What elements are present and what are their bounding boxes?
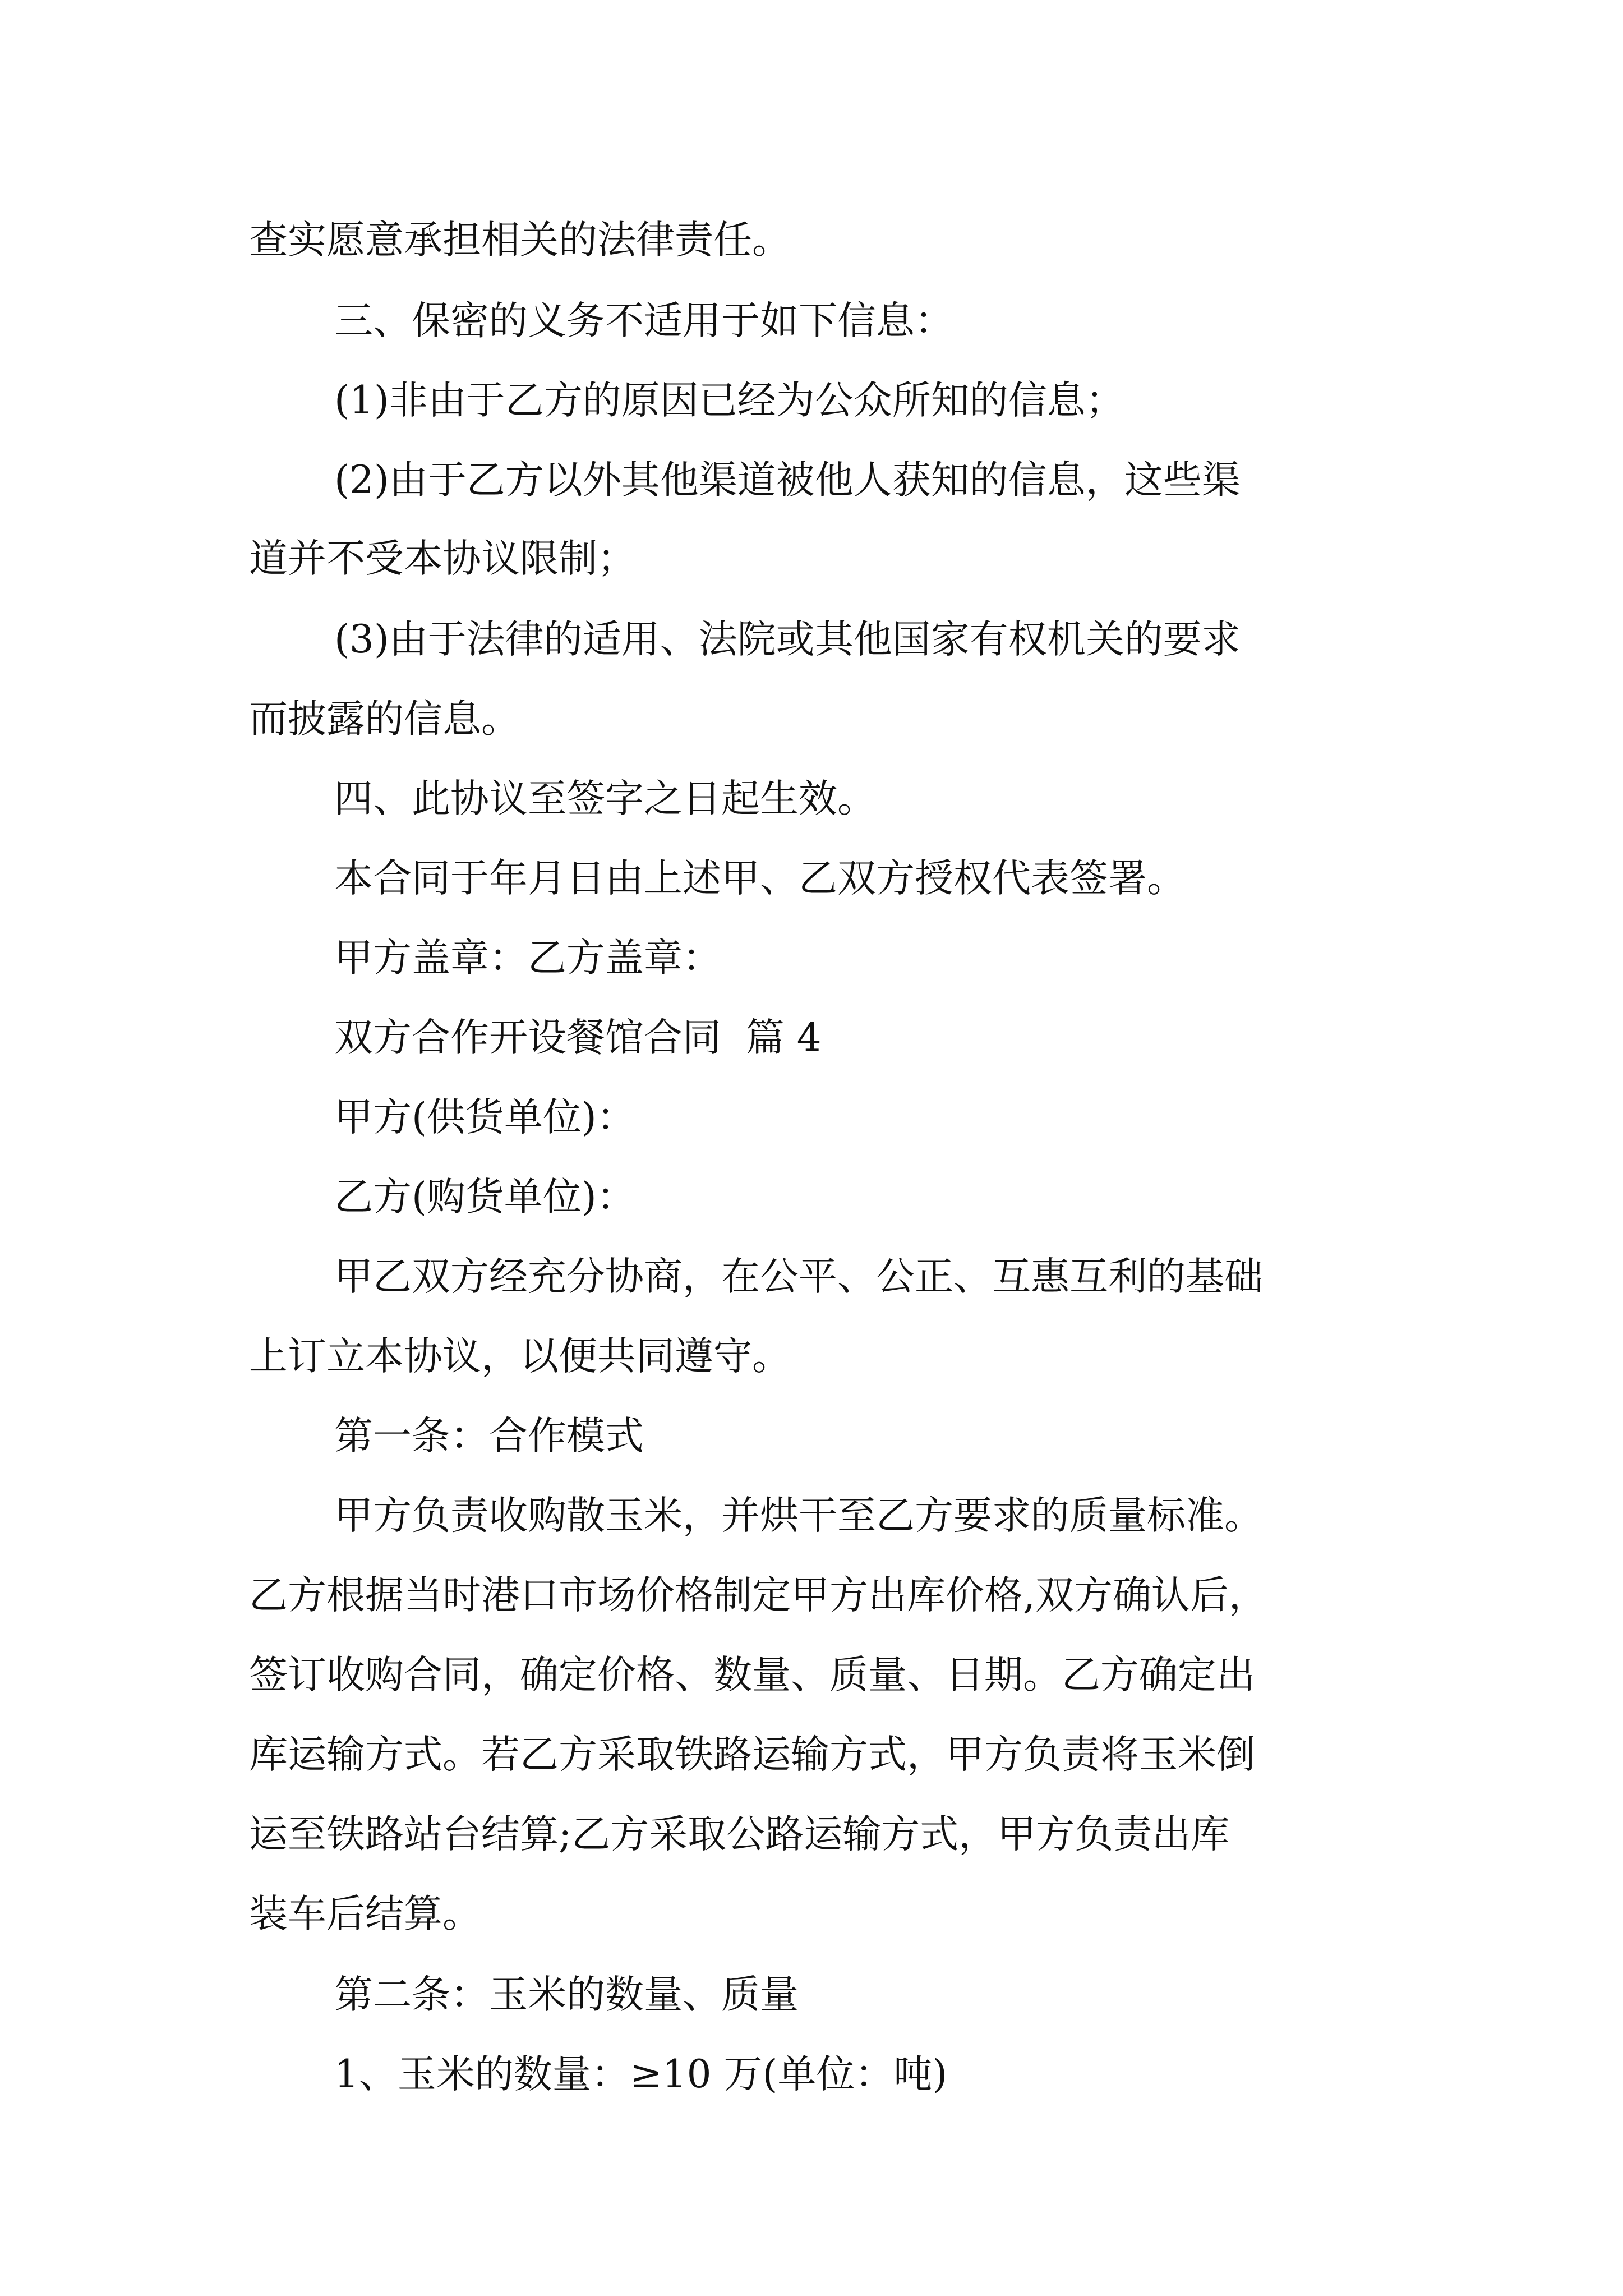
text-line: 本合同于年月日由上述甲、乙双方授权代表签署。 [334, 856, 1186, 901]
text-line: 甲乙双方经充分协商，在公平、公正、互惠互利的基础 [334, 1254, 1263, 1299]
text-line: 上订立本协议，以便共同遵守。 [249, 1334, 791, 1379]
text-line: (1)非由于乙方的原因已经为公众所知的信息； [334, 378, 1124, 423]
text-line: 1、玉米的数量：≥10 万(单位：吨) [334, 2052, 948, 2097]
text-line: 查实愿意承担相关的法律责任。 [249, 218, 791, 263]
text-line: 乙方根据当时港口市场价格制定甲方出库价格,双方确认后， [249, 1573, 1267, 1618]
text-line: (2)由于乙方以外其他渠道被他人获知的信息，这些渠 [334, 458, 1241, 503]
text-line: 三、保密的义务不适用于如下信息： [334, 298, 953, 343]
text-line: 四、此协议至签字之日起生效。 [334, 776, 876, 821]
text-line: 装车后结算。 [249, 1892, 481, 1936]
text-line: 签订收购合同，确定价格、数量、质量、日期。乙方确定出 [249, 1653, 1255, 1697]
text-line: 运至铁路站台结算;乙方采取公路运输方式，甲方负责出库 [249, 1812, 1230, 1857]
text-line: 库运输方式。若乙方采取铁路运输方式，甲方负责将玉米倒 [249, 1732, 1255, 1777]
text-line: 道并不受本协议限制； [249, 536, 636, 581]
text-line: 甲方(供货单位)： [334, 1095, 635, 1140]
text-line: 第二条：玉米的数量、质量 [334, 1972, 799, 2017]
text-line: 而披露的信息。 [249, 697, 520, 742]
text-line: 甲方负责收购散玉米，并烘干至乙方要求的质量标准。 [334, 1493, 1263, 1538]
text-line: 第一条：合作模式 [334, 1414, 644, 1458]
section-heading: 双方合作开设餐馆合同 篇 4 [334, 1015, 822, 1060]
text-line: (3)由于法律的适用、法院或其他国家有权机关的要求 [334, 617, 1241, 662]
text-line: 乙方(购货单位)： [334, 1175, 635, 1220]
text-line: 甲方盖章：乙方盖章： [334, 936, 721, 981]
